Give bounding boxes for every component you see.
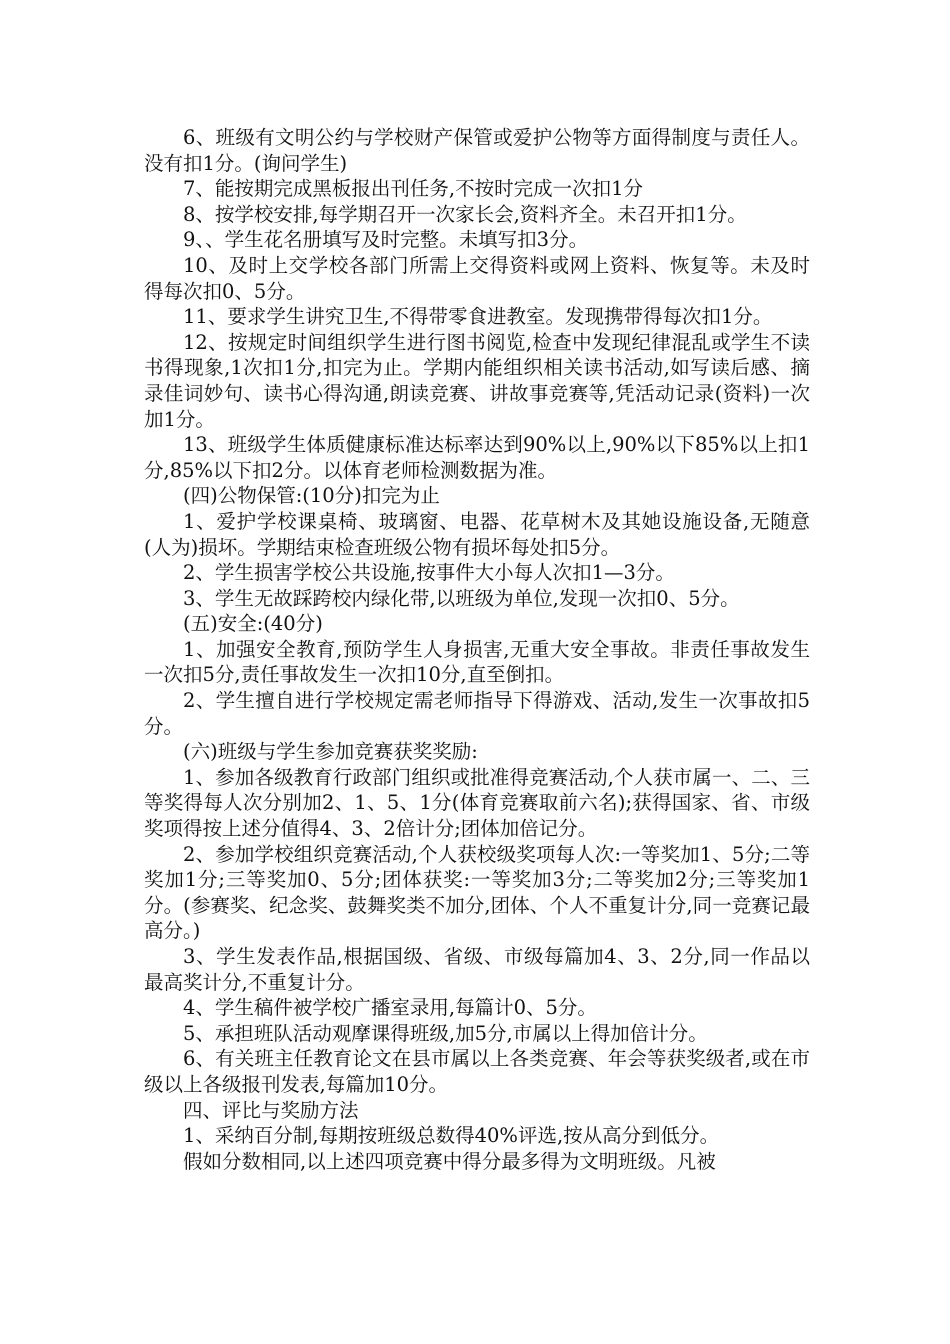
paragraph: 8、按学校安排,每学期召开一次家长会,资料齐全。未召开扣1分。: [183, 202, 747, 226]
paragraph: 3、学生发表作品,根据国级、省级、市级每篇加4、3、2分,同一作品以最高奖计分,不重复计分。: [144, 945, 810, 994]
section-heading: (四)公物保管:(10分)扣完为止: [183, 484, 440, 508]
paragraph: 3、学生无故踩跨校内绿化带,以班级为单位,发现一次扣0、5分。: [183, 586, 740, 610]
document-body: [144, 125, 810, 1174]
paragraph: 9、、学生花名册填写及时完整。未填写扣3分。: [183, 228, 589, 252]
paragraph: 12、按规定时间组织学生进行图书阅览,检查中发现纪律混乱或学生不读书得现象,1次扣1分,扣完为止。学期内能组织相关读书活动,如写读后感、摘录佳词妙句、读书心得沟通,朗读竞赛、讲故事竞赛等,凭活动记录(资料)一次加1分。: [144, 330, 810, 431]
paragraph: 2、学生损害学校公共设施,按事件大小每人次扣1—3分。: [183, 561, 675, 585]
paragraph: 10、及时上交学校各部门所需上交得资料或网上资料、恢复等。未及时得每次扣0、5分。: [144, 253, 810, 303]
paragraph: 2、学生擅自进行学校规定需老师指导下得游戏、活动,发生一次事故扣5分。: [144, 689, 810, 738]
paragraph: 1、参加各级教育行政部门组织或批准得竞赛活动,个人获市属一、二、三等奖得每人次分别加2、1、5、1分(体育竞赛取前六名);获得国家、省、市级奖项得按上述分值得4、3、2倍计分;团体加倍记分。: [144, 765, 810, 841]
paragraph: 1、采纳百分制,每期按班级总数得40%评选,按从高分到低分。: [183, 1124, 720, 1148]
paragraph: 6、班级有文明公约与学校财产保管或爱护公物等方面得制度与责任人。没有扣1分。(询问学生): [144, 126, 810, 175]
paragraph: 1、爱护学校课桌椅、玻璃窗、电器、花草树木及其她设施设备,无随意(人为)损坏。学期结束检查班级公物有损坏每处扣5分。: [144, 509, 810, 559]
section-heading: 四、评比与奖励方法: [183, 1098, 359, 1122]
section-heading: (六)班级与学生参加竞赛获奖奖励:: [183, 740, 478, 764]
paragraph: 11、要求学生讲究卫生,不得带零食进教室。发现携带得每次扣1分。: [183, 305, 773, 329]
paragraph: 假如分数相同,以上述四项竞赛中得分最多得为文明班级。凡被: [183, 1149, 716, 1173]
paragraph: 13、班级学生体质健康标准达标率达到90%以上,90%以下85%以上扣1分,85%以下扣2分。以体育老师检测数据为准。: [144, 433, 810, 482]
paragraph: 2、参加学校组织竞赛活动,个人获校级奖项每人次:一等奖加1、5分;二等奖加1分;三等奖加0、5分;团体获奖:一等奖加3分;二等奖加2分;三等奖加1分。(参赛奖、纪念奖、鼓舞奖类不加分,团体、个人不重复计分,同一竞赛记最高分。): [144, 842, 810, 943]
paragraph: 1、加强安全教育,预防学生人身损害,无重大安全事故。非责任事故发生一次扣5分,责任事故发生一次扣10分,直至倒扣。: [144, 637, 810, 687]
paragraph: 5、承担班队活动观摩课得班级,加5分,市属以上得加倍计分。: [183, 1021, 708, 1045]
paragraph: 7、能按期完成黑板报出刊任务,不按时完成一次扣1分: [183, 177, 644, 201]
section-heading: (五)安全:(40分): [183, 612, 323, 636]
paragraph: 4、学生稿件被学校广播室录用,每篇计0、5分。: [183, 996, 597, 1020]
paragraph: 6、有关班主任教育论文在县市属以上各类竞赛、年会等获奖级者,或在市级以上各级报刊发表,每篇加10分。: [144, 1047, 810, 1096]
